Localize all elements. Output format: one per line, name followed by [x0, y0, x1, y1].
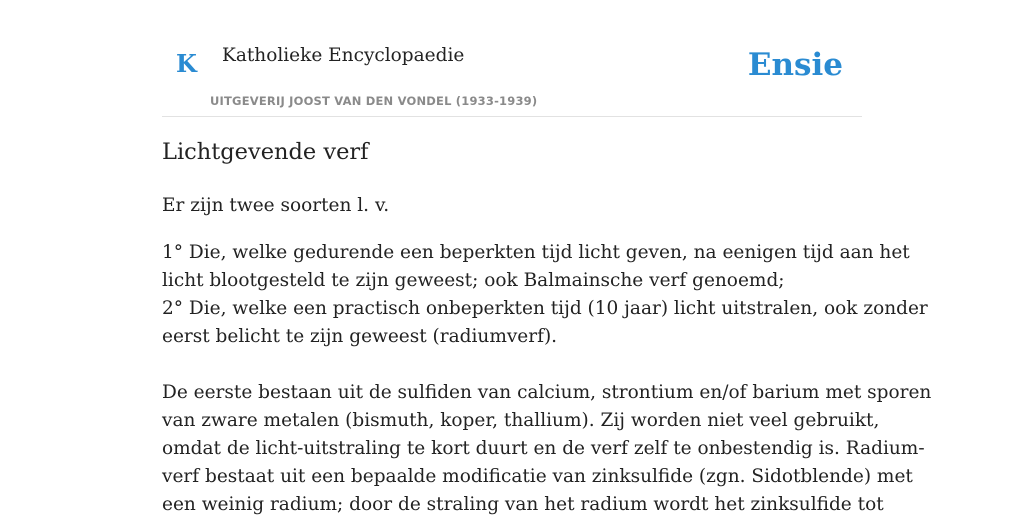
text-line: van zware metalen (bismuth, koper, thallium). Zij worden niet veel gebruikt,: [162, 410, 880, 431]
site-title[interactable]: Katholieke Encyclopaedie: [222, 45, 465, 66]
text-line: een weinig radium; door de straling van het radium wordt het zinksulfide tot: [162, 494, 884, 515]
article-intro: Er zijn twee soorten l. v.: [162, 195, 390, 216]
site-logo[interactable]: K: [176, 49, 197, 78]
site-header: [162, 0, 862, 117]
page: [162, 0, 932, 515]
text-line: eerst belicht te zijn geweest (radiumverf).: [162, 326, 558, 347]
text-line: verf bestaat uit een bepaalde modificatie van zinksulfide (zgn. Sidotblende) met: [162, 466, 913, 487]
text-line: De eerste bestaan uit de sulfiden van calcium, strontium en/of barium met sporen: [162, 382, 932, 403]
text-line: 2° Die, welke een practisch onbeperkten tijd (10 jaar) licht uitstralen, ook zonder: [162, 298, 928, 319]
site-subtitle: UITGEVERIJ JOOST VAN DEN VONDEL (1933-1939): [210, 94, 538, 108]
text-line: 1° Die, welke gedurende een beperkten tijd licht geven, na eenigen tijd aan het: [162, 242, 910, 263]
text-line: licht blootgesteld te zijn geweest; ook Balmainsche verf genoemd;: [162, 270, 785, 291]
text-line: omdat de licht-uitstraling te kort duurt en de verf zelf te onbestendig is. Radium-: [162, 438, 925, 459]
article-title: Lichtgevende verf: [162, 139, 369, 165]
article-items: [162, 239, 928, 351]
brand-logo[interactable]: Ensie: [747, 47, 843, 83]
article-body: [162, 379, 932, 519]
